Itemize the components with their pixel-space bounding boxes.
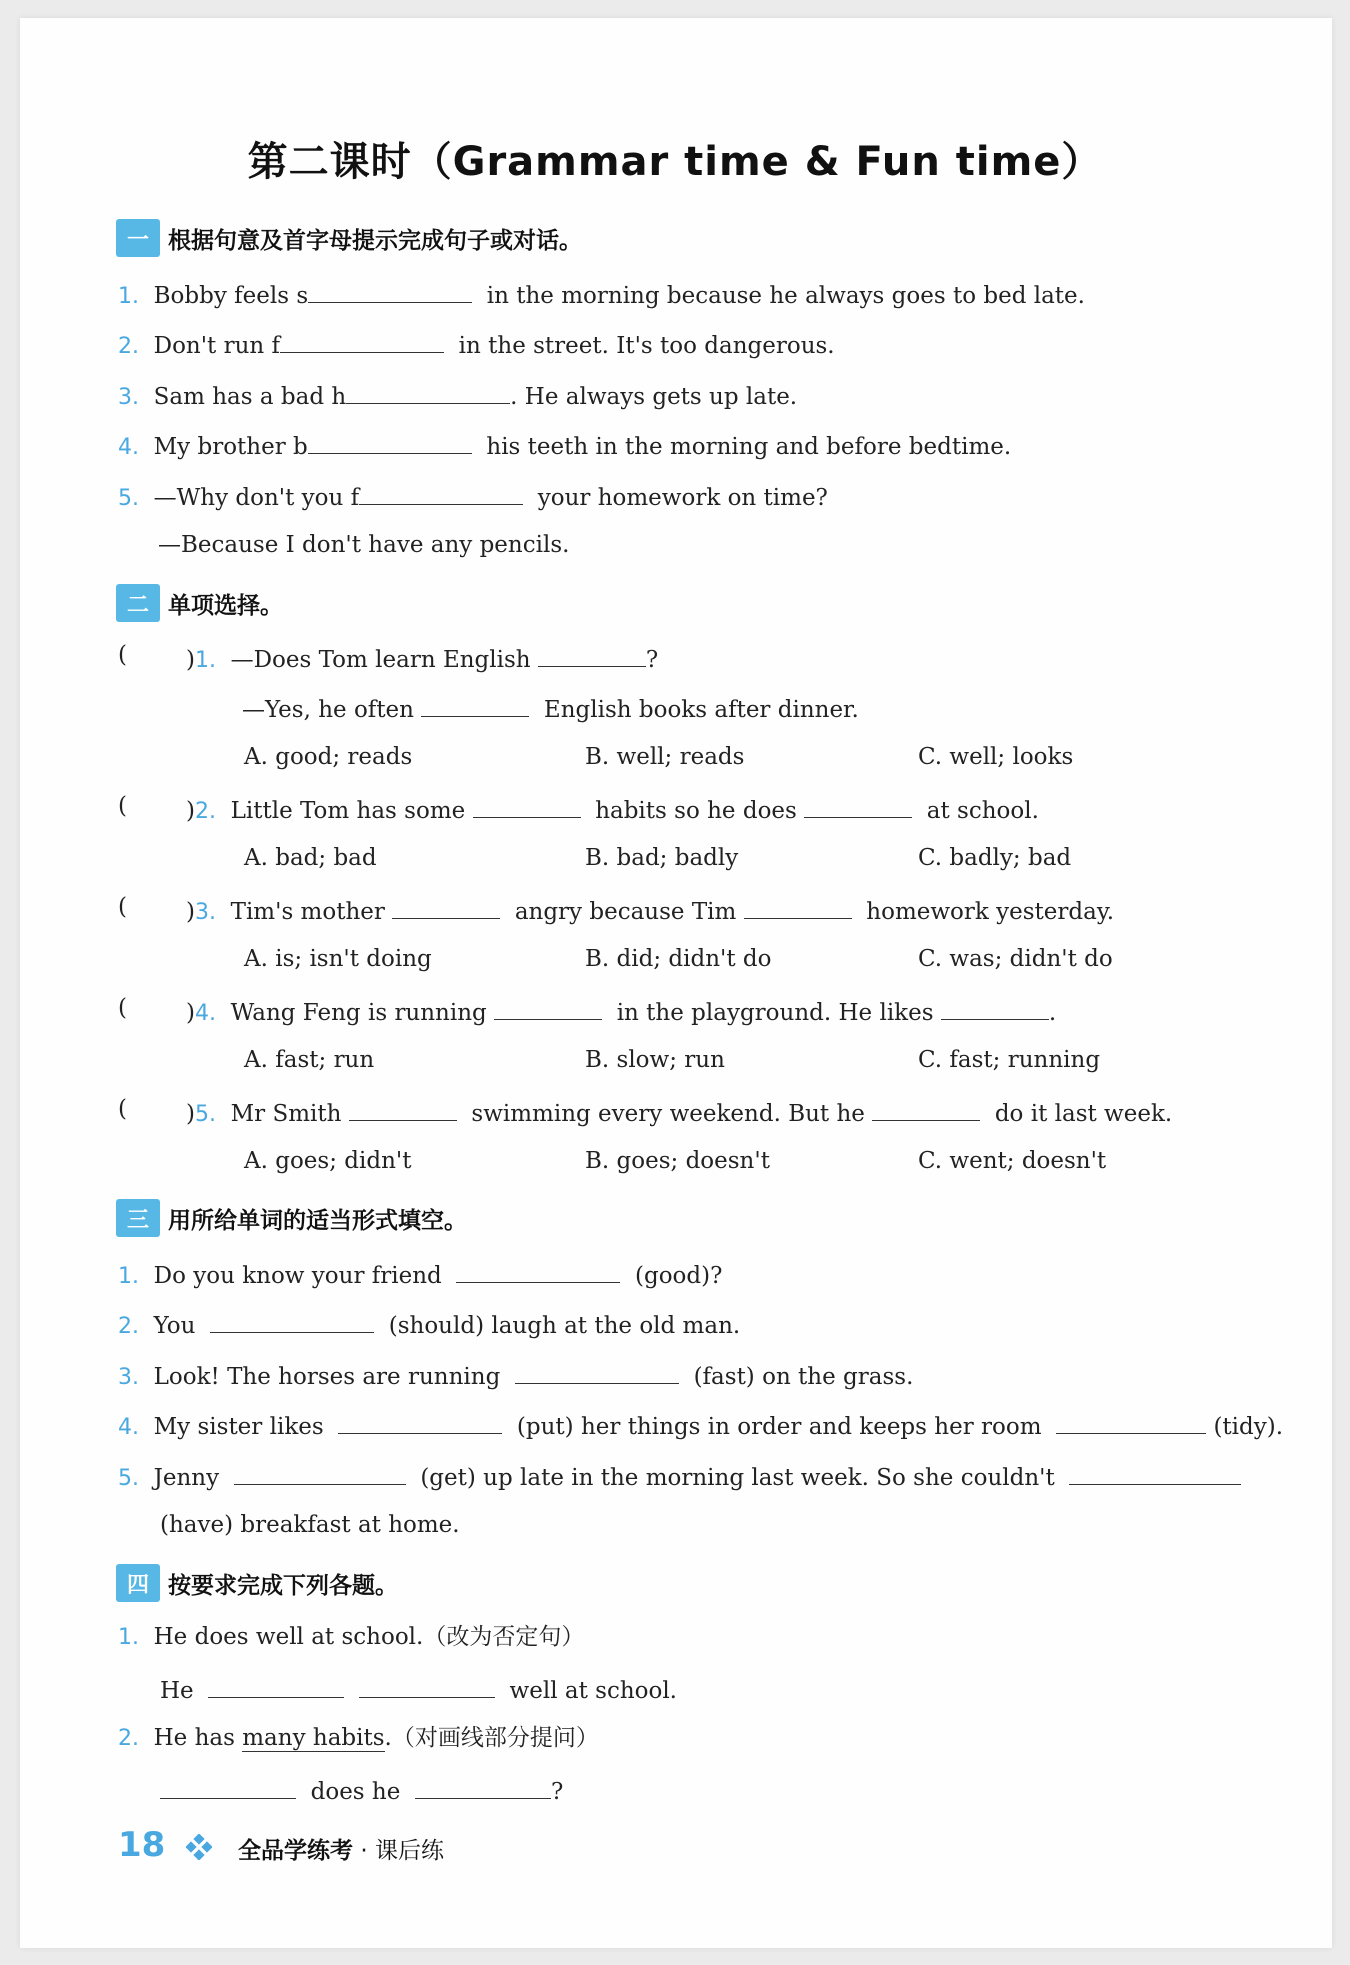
footer-subtitle: 课后练 xyxy=(374,1838,444,1864)
question-text: Look! The horses are running xyxy=(153,1364,501,1390)
answer-blank[interactable] xyxy=(210,1308,374,1333)
s3-question-5 xyxy=(118,1460,1241,1494)
question-text: at school. xyxy=(926,798,1039,824)
s4-question-1-answer xyxy=(160,1673,677,1706)
question-text: He has xyxy=(153,1725,243,1751)
option-a[interactable]: A. fast; run xyxy=(244,1047,375,1073)
question-number: 2. xyxy=(194,799,216,824)
question-text: your homework on time? xyxy=(537,485,828,511)
question-text: well at school. xyxy=(509,1678,677,1704)
question-number: 5. xyxy=(118,486,139,511)
question-text: My brother b xyxy=(153,434,308,460)
section-badge: 一 xyxy=(116,219,160,257)
question-text: in the morning because he always goes to bed late. xyxy=(486,283,1085,309)
question-text: Sam has a bad h xyxy=(153,384,347,410)
question-number: 5. xyxy=(118,1466,139,1491)
question-text: Don't run f xyxy=(153,333,281,359)
s3-question-1 xyxy=(118,1258,722,1292)
question-text: his teeth in the morning and before bedtime. xyxy=(486,434,1012,460)
question-text: (good)? xyxy=(635,1263,723,1289)
section-badge: 四 xyxy=(116,1564,160,1602)
answer-blank[interactable] xyxy=(456,1258,620,1283)
question-text: My sister likes xyxy=(153,1414,324,1440)
section-heading: 单项选择。 xyxy=(168,592,283,619)
s2-question-5 xyxy=(186,1096,1172,1130)
question-text: —Why don't you f xyxy=(153,485,360,511)
question-number: 3. xyxy=(118,385,139,410)
question-text: He does well at school.（改为否定句） xyxy=(153,1624,585,1650)
section-3-header xyxy=(116,1198,467,1238)
answer-blank[interactable] xyxy=(421,692,529,717)
answer-blank[interactable] xyxy=(515,1359,679,1384)
s4-question-2 xyxy=(118,1723,599,1754)
answer-paren-close: ) xyxy=(186,1101,195,1127)
question-text: English books after dinner. xyxy=(543,697,859,723)
s2-question-2 xyxy=(186,793,1039,827)
s3-question-2 xyxy=(118,1308,740,1342)
answer-blank[interactable] xyxy=(473,793,581,818)
question-text: He xyxy=(160,1678,194,1704)
question-text: Bobby feels s xyxy=(153,283,309,309)
section-badge: 二 xyxy=(116,584,160,622)
s2-question-1 xyxy=(186,642,658,676)
option-b[interactable]: B. well; reads xyxy=(585,744,745,770)
question-text: .（对画线部分提问） xyxy=(384,1725,599,1751)
option-b[interactable]: B. did; didn't do xyxy=(585,946,772,972)
question-number: 2. xyxy=(118,1314,139,1339)
question-text: ? xyxy=(550,1779,564,1805)
page-title: 第二课时（Grammar time & Fun time） xyxy=(247,139,1103,185)
question-text: in the street. It's too dangerous. xyxy=(458,333,835,359)
s1-question-4 xyxy=(118,429,1011,463)
answer-blank[interactable] xyxy=(280,328,444,353)
question-text: swimming every weekend. But he xyxy=(471,1101,865,1127)
answer-paren-open[interactable]: ( xyxy=(118,1096,127,1122)
question-text: Do you know your friend xyxy=(153,1263,442,1289)
s1-question-5-reply: —Because I don't have any pencils. xyxy=(158,532,570,558)
s4-question-1 xyxy=(118,1622,584,1653)
option-b[interactable]: B. bad; badly xyxy=(585,845,739,871)
separator-dot: · xyxy=(360,1838,368,1864)
underlined-phrase: many habits xyxy=(242,1725,385,1751)
question-text: in the playground. He likes xyxy=(616,1000,934,1026)
option-c[interactable]: C. was; didn't do xyxy=(918,946,1113,972)
s1-question-1 xyxy=(118,278,1085,312)
answer-blank[interactable] xyxy=(234,1460,406,1485)
answer-blank[interactable] xyxy=(804,793,912,818)
option-c[interactable]: C. badly; bad xyxy=(918,845,1072,871)
s1-question-2 xyxy=(118,328,835,362)
question-number: 1. xyxy=(194,648,216,673)
question-text: homework yesterday. xyxy=(866,899,1115,925)
question-text: Wang Feng is running xyxy=(230,1000,487,1026)
section-4-header xyxy=(116,1563,398,1603)
answer-blank[interactable] xyxy=(208,1673,344,1698)
s3-question-5-line2: (have) breakfast at home. xyxy=(160,1512,460,1538)
s3-question-4 xyxy=(118,1409,1283,1443)
answer-blank[interactable] xyxy=(415,1774,551,1799)
answer-paren-open[interactable]: ( xyxy=(118,642,127,668)
option-c[interactable]: C. fast; running xyxy=(918,1047,1101,1073)
question-text: Little Tom has some xyxy=(230,798,466,824)
answer-paren-open[interactable]: ( xyxy=(118,793,127,819)
question-text: (get) up late in the morning last week. So she couldn't xyxy=(420,1465,1055,1491)
section-2-header xyxy=(116,583,283,623)
answer-blank[interactable] xyxy=(1069,1460,1241,1485)
answer-blank[interactable] xyxy=(160,1774,296,1799)
s1-question-5 xyxy=(118,480,828,514)
s2-question-3 xyxy=(186,894,1114,928)
question-number: 2. xyxy=(118,334,139,359)
option-a[interactable]: A. is; isn't doing xyxy=(244,946,432,972)
question-text: . He always gets up late. xyxy=(510,384,798,410)
page-number: 18 xyxy=(118,1825,166,1865)
option-a[interactable]: A. goes; didn't xyxy=(244,1148,412,1174)
answer-blank[interactable] xyxy=(392,894,500,919)
answer-blank[interactable] xyxy=(308,278,472,303)
question-text: angry because Tim xyxy=(514,899,737,925)
question-number: 2. xyxy=(118,1726,139,1751)
question-text: Tim's mother xyxy=(230,899,385,925)
s2-question-1-line2 xyxy=(242,692,859,725)
question-number: 4. xyxy=(118,435,139,460)
answer-blank[interactable] xyxy=(872,1096,980,1121)
question-text: Jenny xyxy=(153,1465,220,1491)
answer-blank[interactable] xyxy=(349,1096,457,1121)
question-text: —Does Tom learn English xyxy=(230,647,531,673)
question-text: You xyxy=(153,1313,196,1339)
option-c[interactable]: C. well; looks xyxy=(918,744,1074,770)
question-number: 4. xyxy=(194,1001,216,1026)
question-text: . xyxy=(1048,1000,1057,1026)
answer-paren-close: ) xyxy=(186,1000,195,1026)
section-heading: 根据句意及首字母提示完成句子或对话。 xyxy=(168,227,582,254)
question-text: does he xyxy=(310,1779,401,1805)
section-1-header xyxy=(116,218,582,258)
s2-question-4 xyxy=(186,995,1056,1029)
section-badge: 三 xyxy=(116,1199,160,1237)
s4-question-2-answer xyxy=(160,1774,563,1807)
question-number: 1. xyxy=(118,1264,139,1289)
question-number: 3. xyxy=(118,1365,139,1390)
section-heading: 按要求完成下列各题。 xyxy=(168,1572,398,1599)
answer-paren-open[interactable]: ( xyxy=(118,995,127,1021)
option-c[interactable]: C. went; doesn't xyxy=(918,1148,1107,1174)
question-number: 1. xyxy=(118,1625,139,1650)
option-b[interactable]: B. slow; run xyxy=(585,1047,725,1073)
question-number: 5. xyxy=(194,1102,216,1127)
question-text: (should) laugh at the old man. xyxy=(388,1313,741,1339)
option-a[interactable]: A. good; reads xyxy=(244,744,413,770)
answer-blank[interactable] xyxy=(359,480,523,505)
s1-question-3 xyxy=(118,379,797,413)
option-a[interactable]: A. bad; bad xyxy=(244,845,377,871)
answer-blank[interactable] xyxy=(1056,1409,1206,1434)
question-text: habits so he does xyxy=(595,798,797,824)
question-text: Mr Smith xyxy=(230,1101,342,1127)
answer-blank[interactable] xyxy=(338,1409,502,1434)
answer-paren-open[interactable]: ( xyxy=(118,894,127,920)
section-heading: 用所给单词的适当形式填空。 xyxy=(168,1207,467,1234)
question-number: 1. xyxy=(118,284,139,309)
answer-blank[interactable] xyxy=(494,995,602,1020)
footer-brand xyxy=(238,1832,444,1865)
brand-name: 全品学练考 xyxy=(238,1838,353,1864)
question-text: (put) her things in order and keeps her room xyxy=(516,1414,1042,1440)
option-b[interactable]: B. goes; doesn't xyxy=(585,1148,770,1174)
answer-paren-close: ) xyxy=(186,899,195,925)
answer-blank[interactable] xyxy=(346,379,510,404)
question-text: —Yes, he often xyxy=(242,697,414,723)
question-text: do it last week. xyxy=(994,1101,1173,1127)
answer-blank[interactable] xyxy=(359,1673,495,1698)
diamond-logo-icon xyxy=(186,1834,212,1860)
question-text: (fast) on the grass. xyxy=(693,1364,914,1390)
answer-blank[interactable] xyxy=(744,894,852,919)
answer-blank[interactable] xyxy=(308,429,472,454)
question-text: ? xyxy=(645,647,659,673)
answer-blank[interactable] xyxy=(941,995,1049,1020)
answer-paren-close: ) xyxy=(186,798,195,824)
s3-question-3 xyxy=(118,1359,913,1393)
question-number: 3. xyxy=(194,900,216,925)
answer-blank[interactable] xyxy=(538,642,646,667)
question-number: 4. xyxy=(118,1415,139,1440)
answer-paren-close: ) xyxy=(186,647,195,673)
question-text: (tidy). xyxy=(1213,1414,1284,1440)
